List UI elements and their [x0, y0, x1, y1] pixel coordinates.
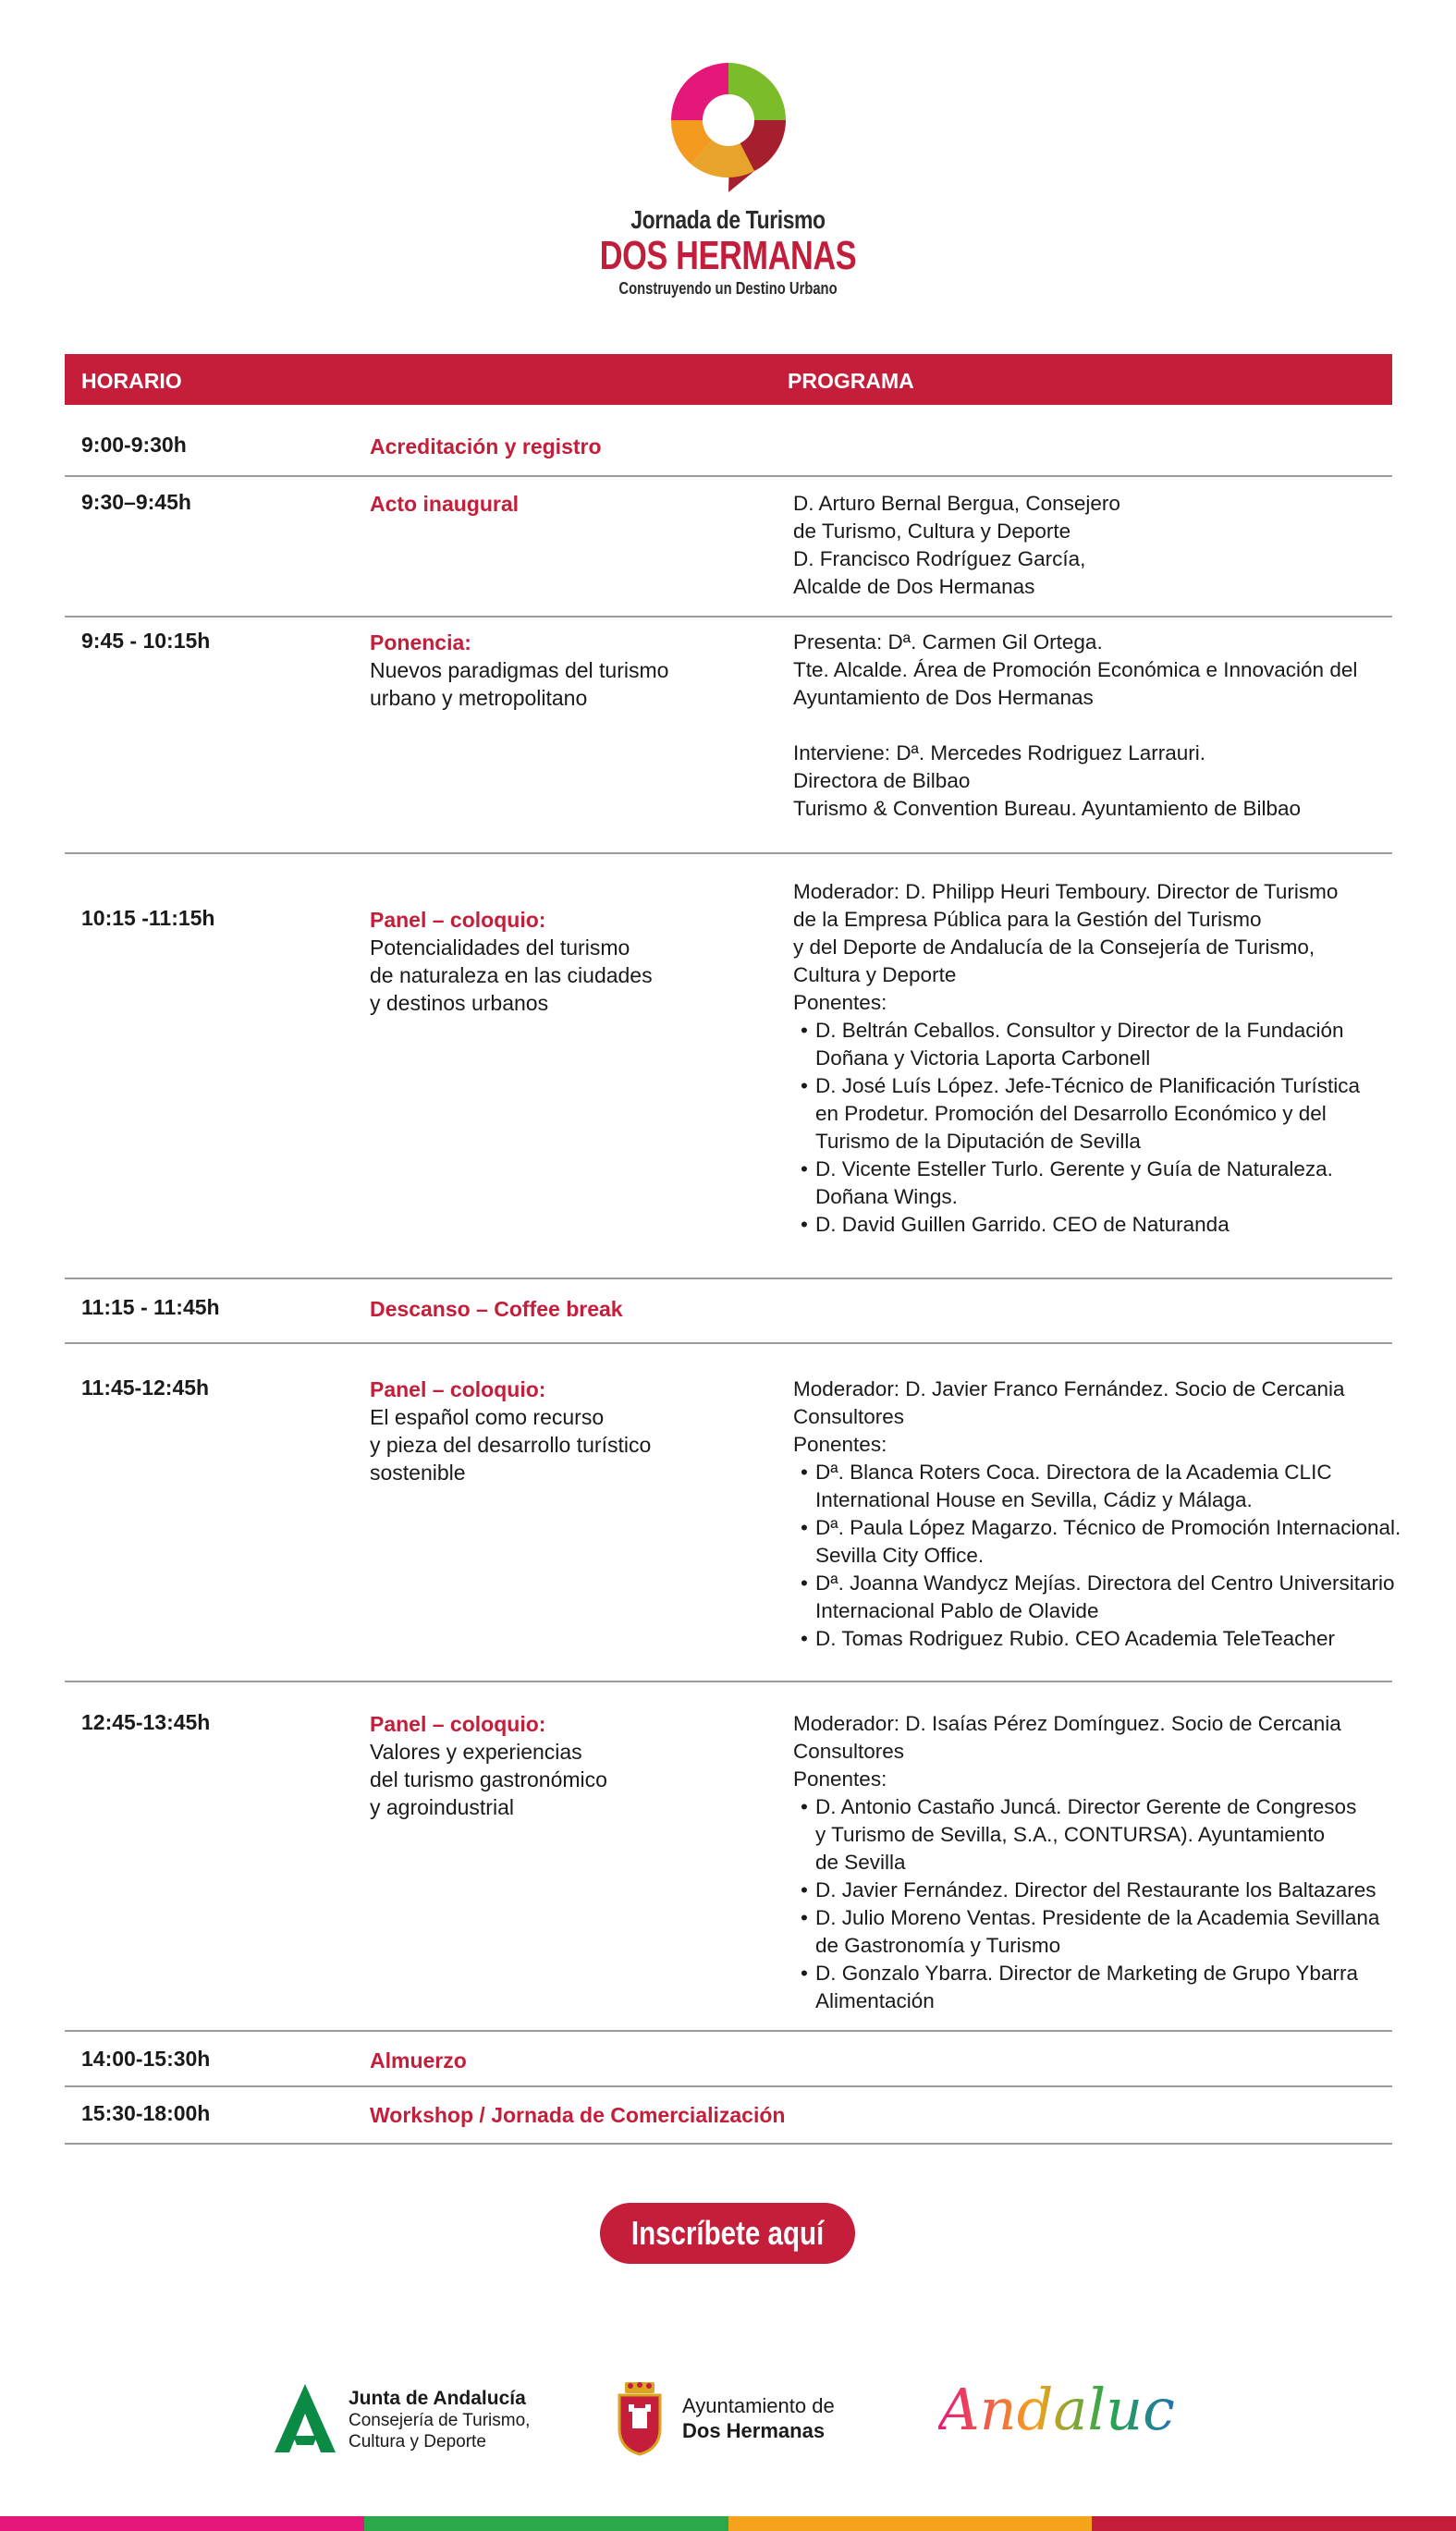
row-title: Descanso – Coffee break	[370, 1297, 623, 1321]
ayuntamiento-text	[682, 2393, 835, 2443]
row-time: 15:30-18:00h	[81, 2101, 211, 2125]
program-line: Cultura y Deporte	[793, 963, 957, 986]
row-title-cell	[370, 2101, 1202, 2129]
color-bar-segment	[728, 2516, 1093, 2531]
speaker-item: • D. Julio Moreno Ventas. Presidente de la Academia Sevillana de Gastronomía y Turismo	[793, 1904, 1403, 1960]
row-time: 9:45 - 10:15h	[81, 629, 211, 653]
row-subtitle: de naturaleza en las ciudades	[370, 963, 653, 987]
program-line: Presenta: Dª. Carmen Gil Ortega.	[793, 630, 1103, 654]
row-subtitle: urbano y metropolitano	[370, 686, 588, 710]
row-program	[793, 629, 1403, 823]
program-line: Directora de Bilbao	[793, 769, 971, 792]
row-subtitle: sostenible	[370, 1461, 466, 1485]
row-title: Panel – coloquio:	[370, 908, 546, 932]
program-line: de la Empresa Pública para la Gestión del Turismo	[793, 908, 1262, 931]
junta-andalucia-logo	[273, 2380, 550, 2454]
speaker-item: • Dª. Blanca Roters Coca. Directora de la Academia CLIC International House en Sevilla, Cádiz y Málaga.	[793, 1459, 1403, 1514]
row-title: Acreditación y registro	[370, 434, 602, 459]
column-header-horario: HORARIO	[81, 369, 182, 393]
speaker-item: • D. José Luís López. Jefe-Técnico de Planificación Turística en Prodetur. Promoción del Desarrollo Económico y del Turismo de la Diputación de Sevilla	[793, 1072, 1403, 1155]
program-line: D. Francisco Rodríguez García,	[793, 547, 1086, 570]
row-title-cell	[370, 490, 804, 518]
speaker-item: • D. David Guillen Garrido. CEO de Naturanda	[793, 1211, 1403, 1239]
register-button[interactable]	[600, 2203, 855, 2264]
program-line: Ponentes:	[793, 1767, 887, 1791]
row-title: Acto inaugural	[370, 492, 520, 516]
table-row	[65, 1279, 1392, 1344]
row-time: 11:45-12:45h	[81, 1376, 210, 1400]
program-line: Tte. Alcalde. Área de Promoción Económica e Innovación del	[793, 658, 1358, 681]
program-line: Moderador: D. Isaías Pérez Domínguez. Socio de Cercania	[793, 1712, 1341, 1735]
brand-color-bar	[0, 2516, 1456, 2531]
speaker-item: • D. Beltrán Ceballos. Consultor y Director de la Fundación Doñana y Victoria Laporta Carbonell	[793, 1017, 1403, 1072]
table-row	[65, 617, 1392, 854]
row-title-cell	[370, 2047, 804, 2074]
logo-title-line1: Jornada de Turismo	[630, 205, 826, 234]
row-title: Almuerzo	[370, 2048, 467, 2072]
row-subtitle: El español como recurso	[370, 1405, 605, 1429]
ayto-line-1: Ayuntamiento de	[682, 2394, 835, 2417]
junta-name: Junta de Andalucía	[349, 2388, 526, 2409]
program-line: Turismo & Convention Bureau. Ayuntamiento de Bilbao	[793, 797, 1302, 820]
row-subtitle: del turismo gastronómico	[370, 1767, 607, 1791]
program-line: de Turismo, Cultura y Deporte	[793, 520, 1071, 543]
row-subtitle: y pieza del desarrollo turístico	[370, 1433, 652, 1457]
speaker-item: • D. Antonio Castaño Juncá. Director Gerente de Congresos y Turismo de Sevilla, S.A., CONTURSA). Ayuntamiento de Sevilla	[793, 1793, 1403, 1877]
program-line: Alcalde de Dos Hermanas	[793, 575, 1035, 598]
speaker-item: • D. Javier Fernández. Director del Restaurante los Baltazares	[793, 1877, 1403, 1904]
row-title: Panel – coloquio:	[370, 1712, 546, 1736]
logo-title-line2: DOS HERMANAS	[599, 233, 857, 278]
speaker-item: • Dª. Paula López Magarzo. Técnico de Promoción Internacional. Sevilla City Office.	[793, 1514, 1403, 1570]
table-row	[65, 1682, 1392, 2032]
program-line: Consultores	[793, 1405, 905, 1428]
row-title-cell	[370, 433, 804, 460]
junta-andalucia-text	[349, 2388, 530, 2452]
program-line: D. Arturo Bernal Bergua, Consejero	[793, 492, 1120, 515]
logo-tagline: Construyendo un Destino Urbano	[618, 279, 838, 298]
ayuntamiento-logo	[612, 2380, 852, 2454]
column-header-programa: PROGRAMA	[788, 369, 914, 393]
row-title-cell	[370, 1710, 804, 1821]
speaker-item: • D. Gonzalo Ybarra. Director de Marketing de Grupo Ybarra Alimentación	[793, 1960, 1403, 2015]
schedule-table-header	[65, 354, 1392, 405]
andalucia-wordmark: Andalucía	[938, 2376, 1228, 2443]
andalucia-brand-logo	[938, 2376, 1228, 2450]
coat-of-arms-icon	[612, 2380, 667, 2456]
junta-subtitle-1: Consejería de Turismo,	[349, 2411, 531, 2430]
program-line: Moderador: D. Philipp Heuri Temboury. Director de Turismo	[793, 880, 1339, 903]
row-title: Workshop / Jornada de Comercialización	[370, 2103, 786, 2127]
row-program	[793, 490, 1403, 601]
row-subtitle: Potencialidades del turismo	[370, 935, 630, 960]
row-title-cell	[370, 1295, 804, 1323]
program-line: Ponentes:	[793, 1433, 887, 1456]
speaker-item: • Dª. Joanna Wandycz Mejías. Directora del Centro Universitario Internacional Pablo de Olavide	[793, 1570, 1403, 1625]
speaker-item: • D. Vicente Esteller Turlo. Gerente y Guía de Naturaleza. Doñana Wings.	[793, 1155, 1403, 1211]
junta-andalucia-icon	[273, 2382, 337, 2454]
program-line: Ponentes:	[793, 991, 887, 1014]
color-bar-segment	[1092, 2516, 1456, 2531]
table-row	[65, 477, 1392, 617]
row-title-cell	[370, 1376, 804, 1486]
row-title: Panel – coloquio:	[370, 1377, 546, 1401]
color-bar-segment	[364, 2516, 728, 2531]
row-time: 12:45-13:45h	[81, 1710, 211, 1734]
row-time: 9:30–9:45h	[81, 490, 191, 514]
row-title-cell	[370, 906, 804, 1017]
row-time: 9:00-9:30h	[81, 433, 187, 457]
row-subtitle: Valores y experiencias	[370, 1740, 582, 1764]
row-time: 11:15 - 11:45h	[81, 1295, 220, 1319]
program-line: Consultores	[793, 1740, 905, 1763]
event-logo-icon	[664, 55, 793, 194]
program-line: Ayuntamiento de Dos Hermanas	[793, 686, 1094, 709]
junta-subtitle-2: Cultura y Deporte	[349, 2432, 486, 2452]
program-line: Interviene: Dª. Mercedes Rodriguez Larrauri.	[793, 741, 1206, 764]
row-subtitle: y agroindustrial	[370, 1795, 514, 1819]
table-row	[65, 2032, 1392, 2087]
row-program	[793, 878, 1403, 1239]
program-line: Moderador: D. Javier Franco Fernández. Socio de Cercania	[793, 1377, 1345, 1400]
program-line: y del Deporte de Andalucía de la Consejería de Turismo,	[793, 935, 1315, 959]
row-program	[793, 1710, 1403, 2015]
row-title: Ponencia:	[370, 630, 471, 654]
row-subtitle: y destinos urbanos	[370, 991, 549, 1015]
row-title-cell	[370, 629, 804, 712]
row-time: 10:15 -11:15h	[81, 906, 215, 930]
row-subtitle: Nuevos paradigmas del turismo	[370, 658, 669, 682]
row-time: 14:00-15:30h	[81, 2047, 211, 2071]
event-logo	[0, 55, 1456, 299]
table-row	[65, 1344, 1401, 1682]
color-bar-segment	[0, 2516, 364, 2531]
table-row	[65, 405, 1392, 477]
table-row	[65, 2087, 1392, 2145]
register-button-label: Inscríbete aquí	[630, 2214, 825, 2252]
speaker-item: • D. Tomas Rodriguez Rubio. CEO Academia TeleTeacher	[793, 1625, 1403, 1653]
table-row	[65, 854, 1392, 1279]
ayto-line-2: Dos Hermanas	[682, 2419, 826, 2442]
row-program	[793, 1376, 1403, 1653]
